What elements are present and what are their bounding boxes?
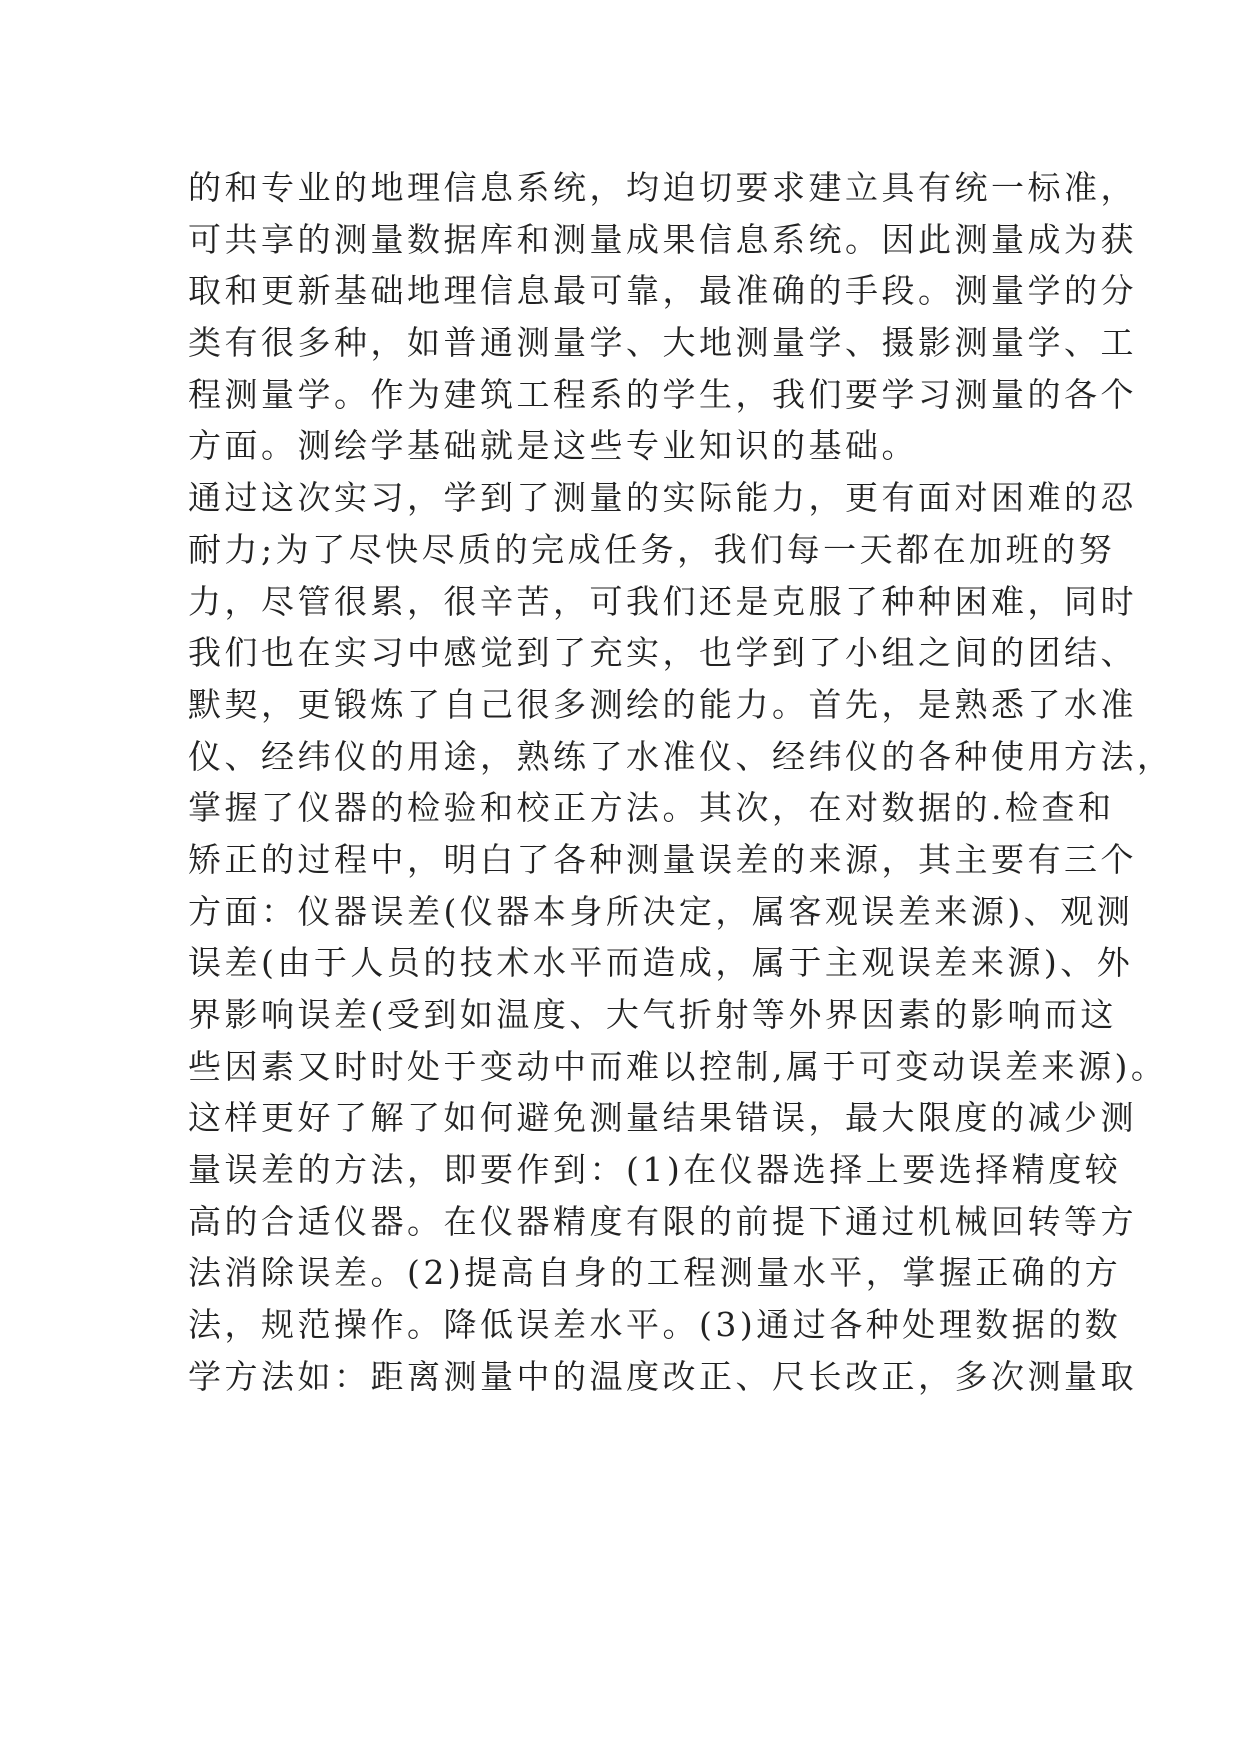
text-line: 取和更新基础地理信息最可靠，最准确的手段。测量学的分 bbox=[188, 271, 1137, 311]
text-line: 法，规范操作。降低误差水平。(3)通过各种处理数据的数 bbox=[188, 1305, 1122, 1345]
text-line: 可共享的测量数据库和测量成果信息系统。因此测量成为获 bbox=[188, 219, 1137, 259]
text-line: 界影响误差(受到如温度、大气折射等外界因素的影响而这 bbox=[188, 995, 1117, 1034]
text-line: 方面：仪器误差(仪器本身所决定，属客观误差来源)、观测 bbox=[188, 891, 1134, 931]
text-line: 法消除误差。(2)提高自身的工程测量水平，掌握正确的方 bbox=[188, 1253, 1122, 1293]
text-line: 误差(由于人员的技术水平而造成，属于主观误差来源)、外 bbox=[188, 943, 1134, 983]
text-line: 学方法如：距离测量中的温度改正、尺长改正，多次测量取 bbox=[188, 1356, 1137, 1396]
text-line: 掌握了仪器的检验和校正方法。其次，在对数据的.检查和 bbox=[188, 788, 1115, 828]
text-line: 我们也在实习中感觉到了充实，也学到了小组之间的团结、 bbox=[188, 633, 1137, 673]
text-line: 通过这次实习，学到了测量的实际能力，更有面对困难的忍 bbox=[188, 478, 1137, 518]
text-line: 这样更好了解了如何避免测量结果错误，最大限度的减少测 bbox=[188, 1098, 1137, 1138]
text-line: 默契，更锻炼了自己很多测绘的能力。首先，是熟悉了水准 bbox=[188, 684, 1137, 724]
text-line: 矫正的过程中，明白了各种测量误差的来源，其主要有三个 bbox=[188, 839, 1137, 879]
text-line: 方面。测绘学基础就是这些专业知识的基础。 bbox=[188, 426, 918, 466]
text-line: 耐力;为了尽快尽质的完成任务，我们每一天都在加班的努 bbox=[188, 529, 1116, 569]
text-line: 高的合适仪器。在仪器精度有限的前提下通过机械回转等方 bbox=[188, 1201, 1137, 1241]
body-text bbox=[188, 162, 1174, 1403]
text-line: 程测量学。作为建筑工程系的学生，我们要学习测量的各个 bbox=[188, 374, 1137, 414]
text-line: 仪、经纬仪的用途，熟练了水准仪、经纬仪的各种使用方法， bbox=[188, 736, 1174, 776]
text-line: 些因素又时时处于变动中而难以控制,属于可变动误差来源)。 bbox=[188, 1046, 1168, 1086]
text-line: 力，尽管很累，很辛苦，可我们还是克服了种种困难，同时 bbox=[188, 581, 1137, 621]
text-line: 量误差的方法，即要作到：(1)在仪器选择上要选择精度较 bbox=[188, 1150, 1122, 1190]
text-line: 的和专业的地理信息系统，均迫切要求建立具有统一标准， bbox=[188, 168, 1137, 207]
text-line: 类有很多种，如普通测量学、大地测量学、摄影测量学、工 bbox=[188, 323, 1137, 363]
